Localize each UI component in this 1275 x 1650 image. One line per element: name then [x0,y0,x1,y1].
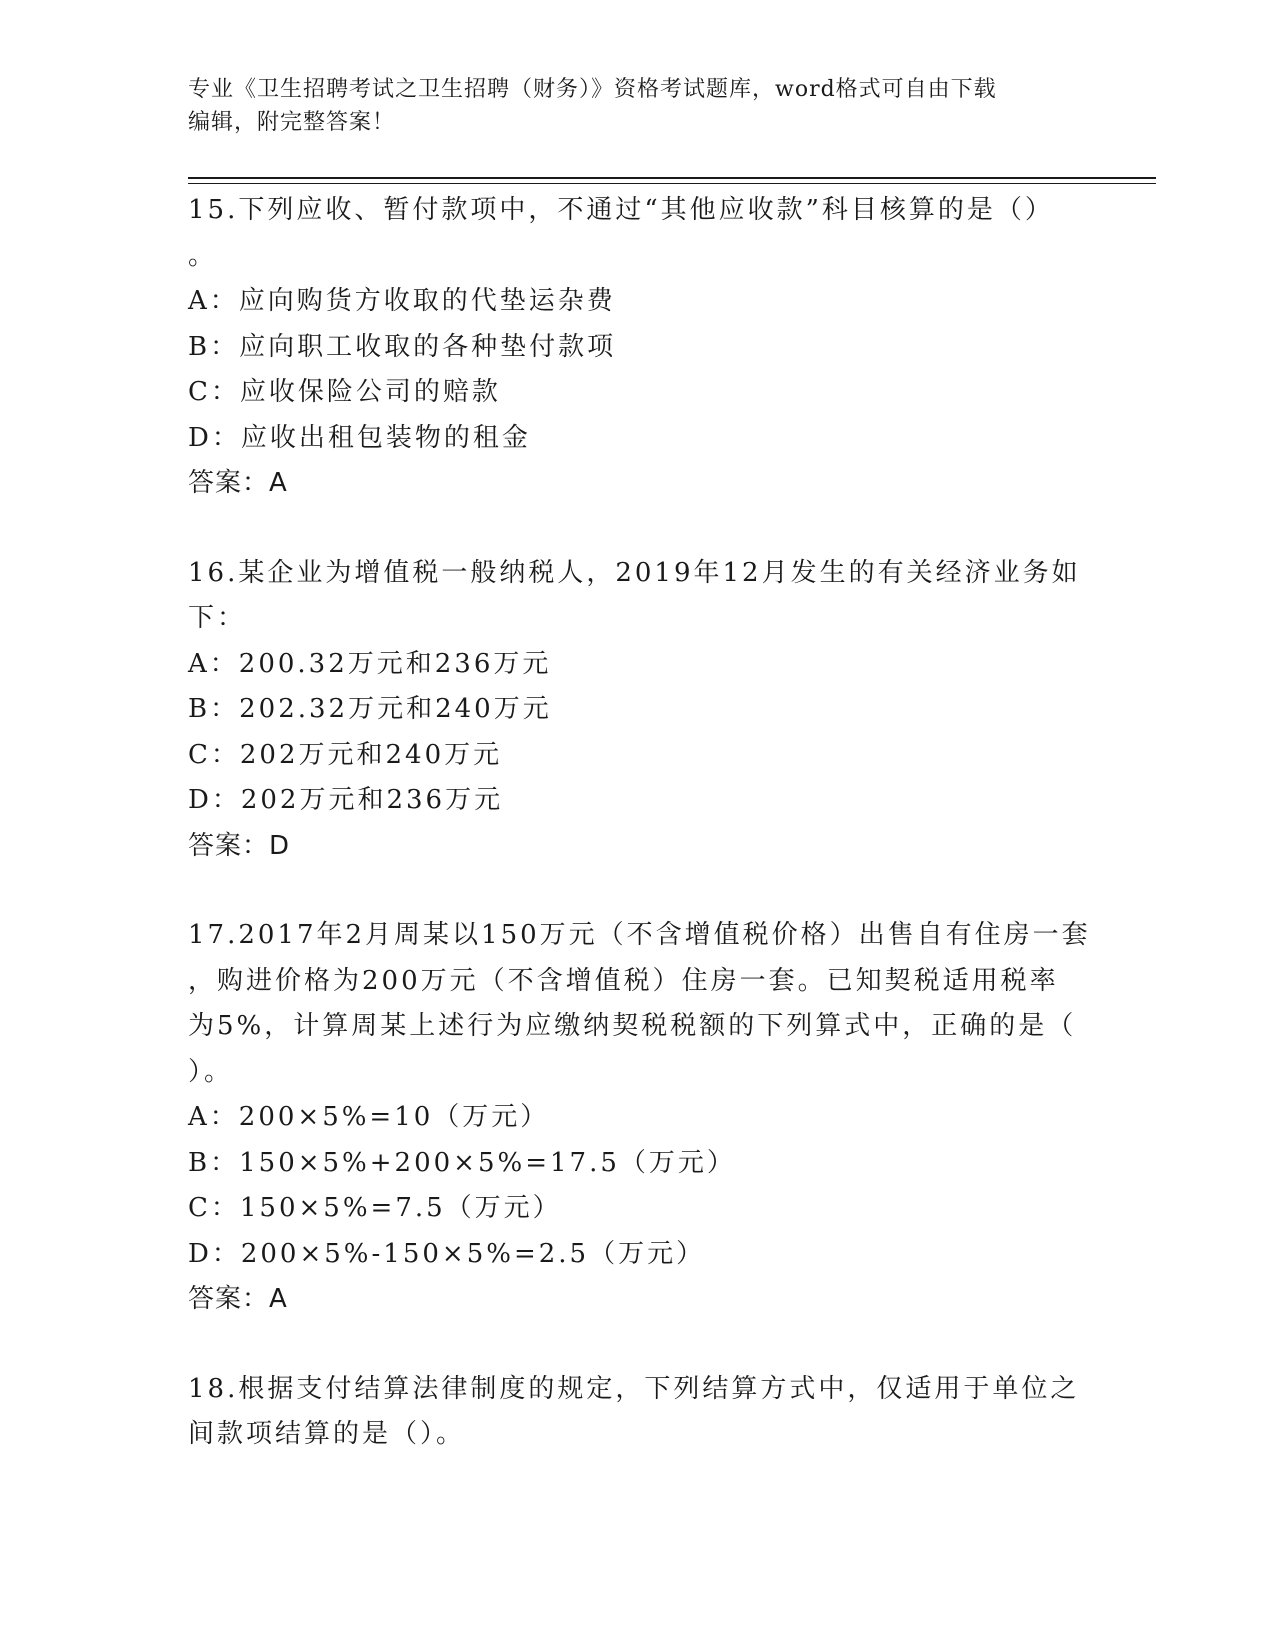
stem-line: 。 [188,240,218,271]
header-divider-thin [188,183,1156,184]
option-d: D：应收出租包装物的租金 [188,422,531,453]
stem-line: 为5%，计算周某上述行为应缴纳契税税额的下列算式中，正确的是（ [188,1011,1077,1041]
option-c: C：202万元和240万元 [188,739,503,770]
stem-line: 17.2017年2月周某以150万元（不含增值税价格）出售自有住房一套 [188,920,1091,950]
question-list [188,188,1091,1502]
question-stem [188,1367,1088,1458]
answer-line: 答案：D [188,830,291,861]
stem-line: 下： [188,603,247,633]
header-divider-thick [188,177,1156,179]
question-15 [188,188,1088,507]
document-header [188,73,1088,139]
answer-line: 答案：A [188,1284,288,1314]
question-16 [188,551,1088,870]
stem-line: 18.根据支付结算法律制度的规定，下列结算方式中，仅适用于单位之 [188,1373,1080,1404]
stem-line: ，购进价格为200万元（不含增值税）住房一套。已知契税适用税率 [188,965,1059,996]
question-stem [188,551,1088,642]
option-b: B：应向职工收取的各种垫付款项 [188,331,617,362]
option-d: D：202万元和236万元 [188,785,504,815]
question-18 [188,1367,1088,1458]
option-c: C：应收保险公司的赔款 [188,377,501,407]
stem-line: 间款项结算的是（）。 [188,1419,466,1449]
option-d: D：200×5%-150×5%=2.5（万元） [188,1238,706,1269]
option-a: A：200×5%=10（万元） [188,1102,550,1132]
option-c: C：150×5%=7.5（万元） [188,1193,562,1223]
stem-line: 15.下列应收、暂付款项中，不通过“其他应收款”科目核算的是（） [188,195,1054,225]
header-line-1: 专业《卫生招聘考试之卫生招聘（财务）》资格考试题库，word格式可自由下载 [188,77,997,102]
option-b: B：150×5%+200×5%=17.5（万元） [188,1147,736,1178]
option-b: B：202.32万元和240万元 [188,694,552,724]
question-17 [188,913,1091,1323]
answer-line: 答案：A [188,468,288,498]
question-stem [188,188,1088,279]
question-stem [188,913,1091,1095]
header-line-2: 编辑，附完整答案！ [188,110,396,135]
option-a: A：200.32万元和236万元 [188,648,552,679]
stem-line: 16.某企业为增值税一般纳税人，2019年12月发生的有关经济业务如 [188,557,1081,588]
option-a: A：应向购货方收取的代垫运杂费 [188,286,616,316]
stem-line: ）。 [188,1056,234,1087]
